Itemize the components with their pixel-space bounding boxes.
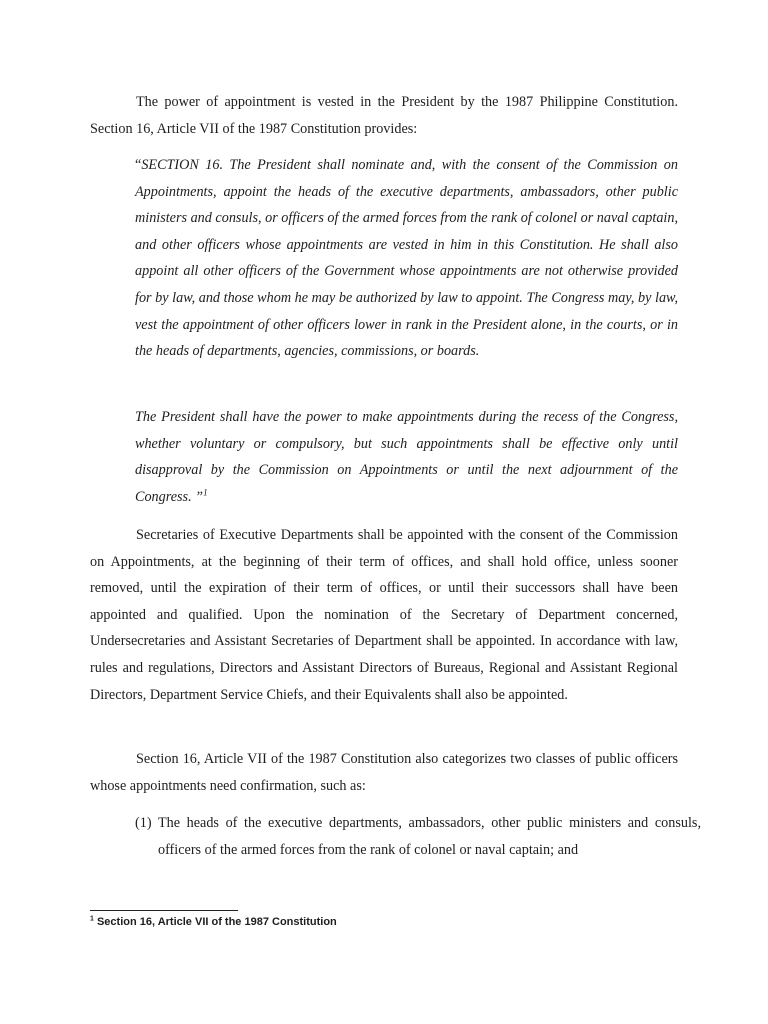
quote-text-2: The President shall have the power to make appointments during the recess of the Congress, whether voluntary or compulsory, but such appointments shall be effective only until disapproval by the Commission on Appointments or until the next adjournment of the Congress. [135,409,678,505]
list-item-text: The heads of the executive departments, ambassadors, other public ministers and consuls, officers of the armed forces from the rank of colonel or naval captain; and [157,815,701,858]
footnote [90,914,337,930]
list-item [135,810,701,863]
close-quote-mark: ” [191,488,204,505]
footnote-reference[interactable]: 1 [203,487,208,498]
quote-text-1: SECTION 16. The President shall nominate and, with the consent of the Commission on Appointments, appoint the heads of the executive departments, ambassadors, other public ministers and consuls, or officers of the armed forces from the rank of colonel or naval captain, and other officers whose appointments are vested in him in this Constitution. He shall also appoint all other officers of the Government whose appointments are not otherwise provided for by law, and those whom he may be authorized by law to appoint. The Congress may, by law, vest the appointment of other officers lower in rank in the President alone, in the courts, or in the heads of departments, agencies, commissions, or boards. [135,157,678,360]
secretaries-paragraph: Secretaries of Executive Departments shall be appointed with the consent of the Commission on Appointments, at the beginning of their term of offices, and shall hold office, unless sooner removed, until the expiration of their term of offices, or until their successors shall have been appointed and qualified. Upon the nomination of the Secretary of Department concerned, Undersecretaries and Assistant Secretaries of Department shall be appointed. In accordance with law, rules and regulations, Directors and Assistant Directors of Bureaus, Regional and Assistant Regional Directors, Department Service Chiefs, and their Equivalents shall also be appointed. [90,527,678,703]
constitution-quote-section-16 [135,152,678,365]
list-marker: (1) [135,815,158,831]
constitution-quote-recess [135,404,678,510]
footnote-number: 1 [90,915,94,923]
intro-paragraph: The power of appointment is vested in the President by the 1987 Philippine Constitution. Section 16, Article VII of the 1987 Constitution provides: [90,94,678,137]
footnote-text: Section 16, Article VII of the 1987 Constitution [93,916,337,928]
footnote-divider [90,910,238,911]
classes-paragraph: Section 16, Article VII of the 1987 Constitution also categorizes two classes of public officers whose appointments need confirmation, such as: [90,751,678,794]
open-quote-mark: “ [135,157,142,173]
